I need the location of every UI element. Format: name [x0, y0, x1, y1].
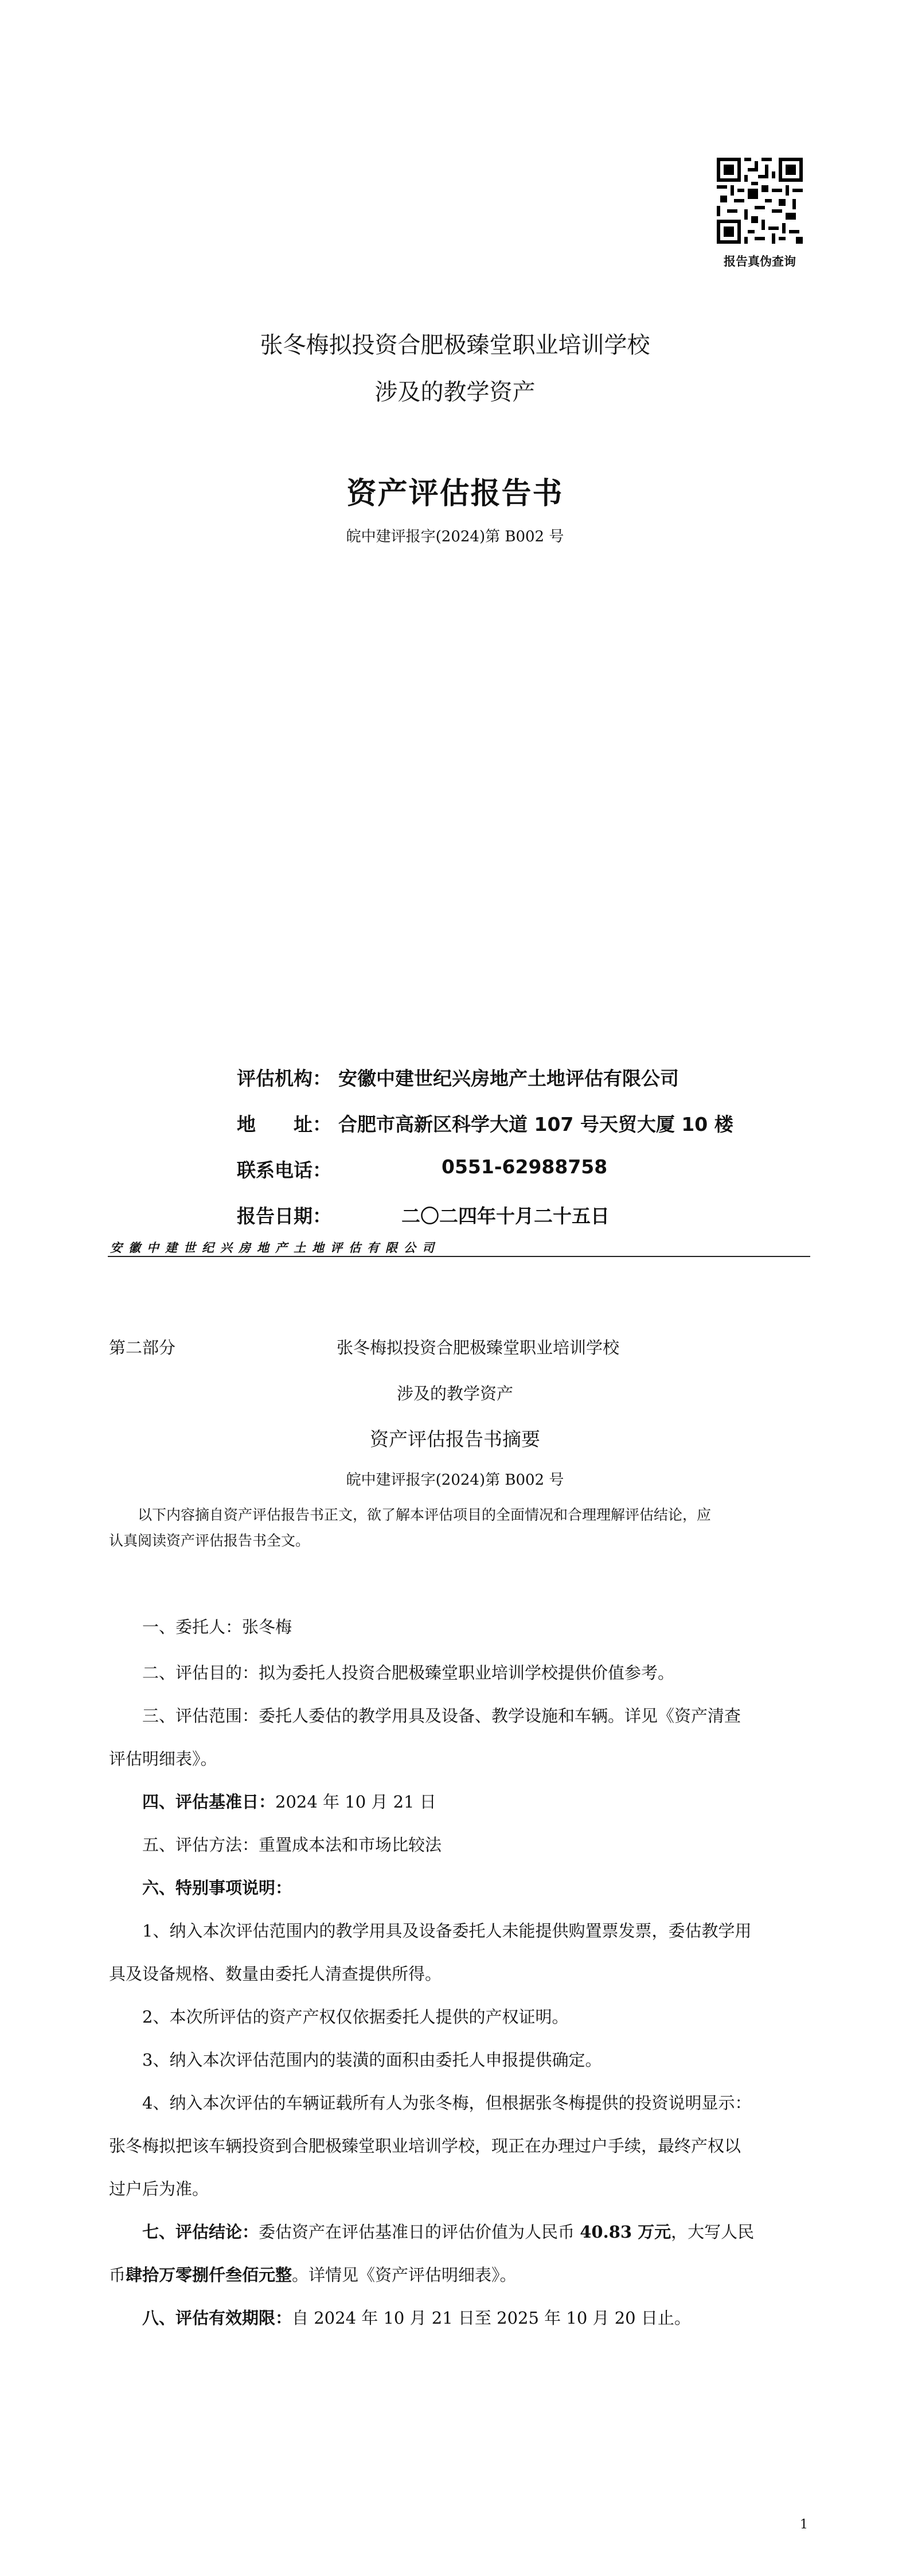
- qr-caption: 报告真伪查询: [724, 254, 796, 268]
- cover-title-line1: 张冬梅拟投资合肥极臻堂职业培训学校: [260, 332, 650, 358]
- address-value: 合肥市高新区科学大道 107 号天贸大厦 10 楼: [338, 1113, 733, 1135]
- page-number: 1: [800, 2518, 808, 2532]
- cover-title-line2: 涉及的教学资产: [374, 379, 536, 405]
- validity-label: 八、评估有效期限：: [142, 2308, 292, 2328]
- qr-code-icon: [717, 158, 803, 244]
- agency-label: 评估机构：: [237, 1067, 331, 1090]
- conclusion-label: 七、评估结论：: [142, 2222, 259, 2242]
- phone-label: 联系电话：: [237, 1159, 331, 1181]
- note4-line2: 张冬梅拟把该车辆投资到合肥极臻堂职业培训学校，现正在办理过户手续，最终产权以: [109, 2136, 741, 2156]
- section-conclusion-line2: [109, 2262, 517, 2288]
- conclusion-text2: ，大写人民: [671, 2222, 755, 2242]
- phone-value: 0551-62988758: [442, 1156, 608, 1178]
- summary-report-number: 皖中建评报字(2024)第 B002 号: [346, 1472, 564, 1489]
- conclusion-amount-cn: 肆拾万零捌仟叁佰元整: [126, 2265, 292, 2285]
- date-value: 二〇二四年十月二十五日: [401, 1205, 610, 1227]
- section-client: 一、委托人：张冬梅: [142, 1617, 292, 1637]
- report-number: 皖中建评报字(2024)第 B002 号: [346, 528, 564, 545]
- section-method: 五、评估方法：重置成本法和市场比较法: [142, 1835, 442, 1855]
- intro-line1: 以下内容摘自资产评估报告书正文，欲了解本评估项目的全面情况和合理理解评估结论，应: [138, 1506, 712, 1523]
- section-scope-line1: 三、评估范围：委托人委估的教学用具及设备、教学设施和车辆。详见《资产清查: [142, 1706, 741, 1726]
- summary-title-line1: 张冬梅拟投资合肥极臻堂职业培训学校: [336, 1338, 619, 1357]
- section-special: 六、特别事项说明：: [142, 1878, 292, 1898]
- validity-value: 自 2024 年 10 月 21 日至 2025 年 10 月 20 日止。: [292, 2308, 691, 2328]
- address-label: 地 址：: [237, 1113, 331, 1135]
- footer-divider: [108, 1256, 810, 1257]
- note1-line2: 具及设备规格、数量由委托人清查提供所得。: [109, 1964, 442, 1984]
- base-date-value: 2024 年 10 月 21 日: [275, 1792, 436, 1812]
- note3: 3、纳入本次评估范围内的装潢的面积由委托人申报提供确定。: [142, 2050, 602, 2070]
- agency-value: 安徽中建世纪兴房地产土地评估有限公司: [338, 1067, 679, 1090]
- note1-line1: 1、纳入本次评估范围内的教学用具及设备委托人未能提供购置票发票，委估教学用: [142, 1921, 752, 1941]
- conclusion-suffix: 。详情见《资产评估明细表》。: [292, 2265, 517, 2285]
- part-label: 第二部分: [109, 1338, 176, 1357]
- report-title: 资产评估报告书: [346, 476, 564, 511]
- note2: 2、本次所评估的资产产权仅依据委托人提供的产权证明。: [142, 2007, 569, 2027]
- date-label: 报告日期：: [237, 1205, 331, 1227]
- note4-line1: 4、纳入本次评估的车辆证载所有人为张冬梅，但根据张冬梅提供的投资说明显示：: [142, 2093, 752, 2113]
- conclusion-text1: 委估资产在评估基准日的评估价值为人民币: [259, 2222, 580, 2242]
- section-conclusion-line1: [142, 2219, 754, 2245]
- summary-title-line3: 资产评估报告书摘要: [370, 1428, 540, 1450]
- section-validity: [142, 2305, 691, 2331]
- conclusion-prefix: 币: [109, 2265, 126, 2285]
- conclusion-amount: 40.83 万元: [580, 2222, 671, 2242]
- section-purpose: 二、评估目的：拟为委托人投资合肥极臻堂职业培训学校提供价值参考。: [142, 1663, 675, 1683]
- section-base-date: [142, 1789, 436, 1814]
- intro-line2: 认真阅读资产评估报告书全文。: [109, 1532, 310, 1549]
- summary-title-line2: 涉及的教学资产: [396, 1384, 513, 1403]
- section-scope-line2: 评估明细表》。: [109, 1749, 217, 1769]
- base-date-label: 四、评估基准日：: [142, 1792, 276, 1812]
- footer-company: 安徽中建世纪兴房地产土地评估有限公司: [110, 1240, 440, 1255]
- note4-line3: 过户后为准。: [109, 2179, 209, 2199]
